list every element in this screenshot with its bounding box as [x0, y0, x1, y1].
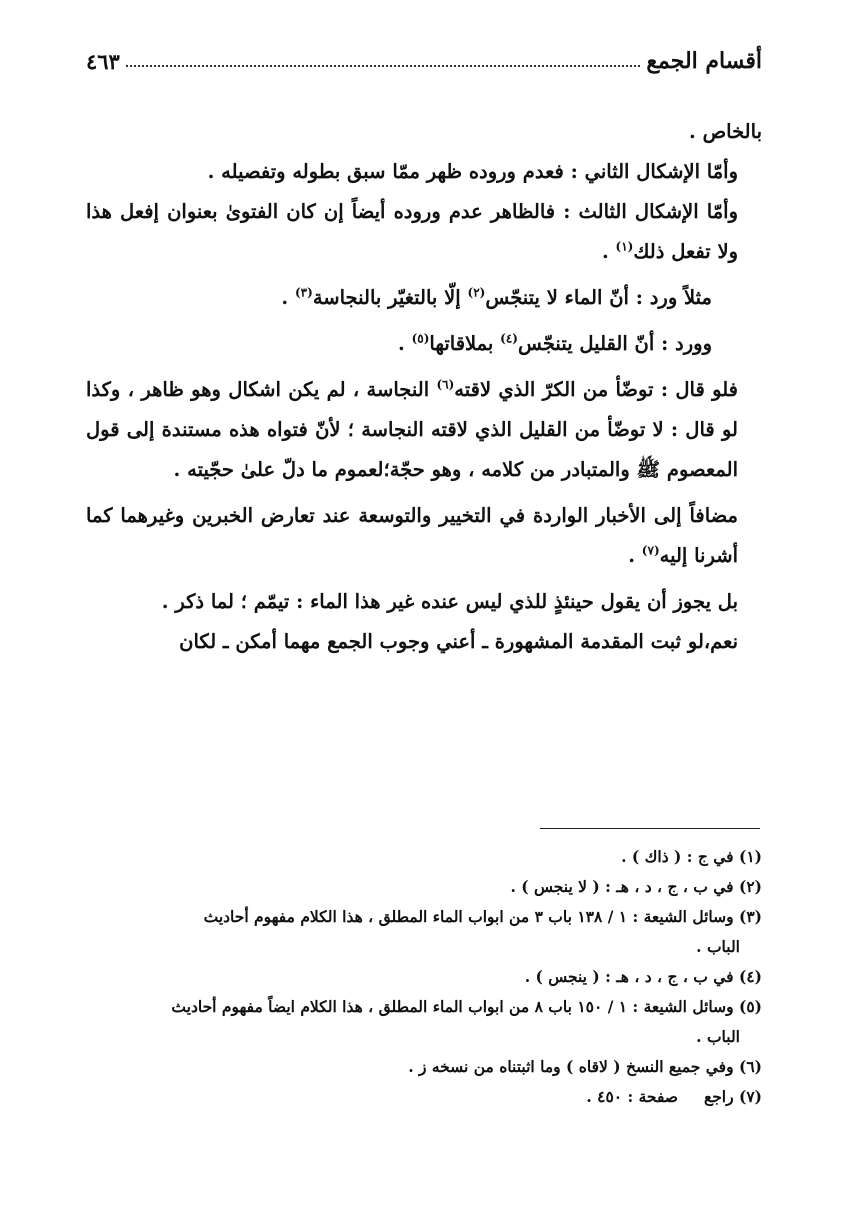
- paragraph: فلو قال : توضّأ من الكرّ الذي لاقته$^{(٦)}$ النجاسة ، لم يكن اشكال وهو ظاهر ، وكذا لو قال : لا توضّأ من القليل الذي لاقته النجاسة ؛ لأنّ فتواه هذه مستندة إلى قول المعصوم ﷺ والمتبادر من كلامه ، وهو حجّة؛لعموم ما دلّ علىٰ حجّيته .: [86, 377, 738, 481]
- footnote: (٤) في ب ، ج ، د ، هـ : ( ينجس ) .: [524, 967, 762, 986]
- paragraph: وأمّا الإشكال الثاني : فعدم وروده ظهر ممّا سبق بطوله وتفصيله .: [207, 160, 738, 183]
- paragraph: نعم،لو ثبت المقدمة المشهورة ـ أعني وجوب الجمع مهما أمكن ـ لكان: [179, 630, 738, 653]
- footnote: (٢) في ب ، ج ، د ، هـ : ( لا ينجس ) .: [510, 877, 762, 896]
- footnote: (٦) وفي جميع النسخ ( لاقاه ) وما اثبتناه من نسخه ز .: [408, 1057, 762, 1076]
- footnote-marker: (١): [615, 239, 634, 254]
- paragraph: مثلاً ورد : أنّ الماء لا يتنجّس$^{(٢)}$ إلّا بالتغيّر بالنجاسة$^{(٣)}$ .: [281, 285, 712, 309]
- footnote: (١) في ج : ( ذاك ) .: [621, 847, 762, 866]
- main-text: [86, 112, 762, 662]
- paragraph: بالخاص .: [689, 120, 762, 143]
- footnote: (٥) وسائل الشيعة : ١ / ١٥٠ باب ٨ من ابواب الماء المطلق ، هذا الكلام ايضاً مفهوم أحاديث الباب .: [171, 997, 762, 1046]
- paragraph: وأمّا الإشكال الثالث : فالظاهر عدم وروده أيضاً إن كان الفتوىٰ بعنوان إفعل هذا ولا تفعل ذلك$^{(١)}$ .: [86, 200, 738, 263]
- paragraph: مضافاً إلى الأخبار الواردة في التخيير والتوسعة عند تعارض الخبرين وغيرهما كما أشرنا إليه$^{(٧)}$ .: [86, 504, 738, 567]
- footnote-marker: (٦): [436, 377, 455, 392]
- footnote: (٧) راجعصفحة : ٤٥٠ .: [586, 1087, 762, 1106]
- footnote-marker: (٢): [467, 285, 486, 300]
- paragraph: وورد : أنّ القليل يتنجّس$^{(٤)}$ بملاقاتها$^{(٥)}$ .: [397, 331, 712, 355]
- footnote-marker: (٧): [641, 543, 660, 558]
- page-number: ٤٦٣: [86, 49, 120, 74]
- header-title: أقسام الجمع: [646, 48, 762, 74]
- footnote-marker: (٥): [411, 331, 430, 346]
- running-header: [86, 34, 762, 74]
- footnotes: [86, 842, 762, 1112]
- paragraph: بل يجوز أن يقول حينئذٍ للذي ليس عنده غير هذا الماء : تيمّم ؛ لما ذكر .: [161, 590, 738, 613]
- footnote-marker: (٣): [294, 285, 313, 300]
- footnote-marker: (٤): [500, 331, 518, 346]
- header-dot-leader: [126, 64, 640, 67]
- footnote-separator: [540, 828, 760, 829]
- footnote: (٣) وسائل الشيعة : ١ / ١٣٨ باب ٣ من ابواب الماء المطلق ، هذا الكلام مفهوم أحاديث الباب .: [203, 907, 762, 956]
